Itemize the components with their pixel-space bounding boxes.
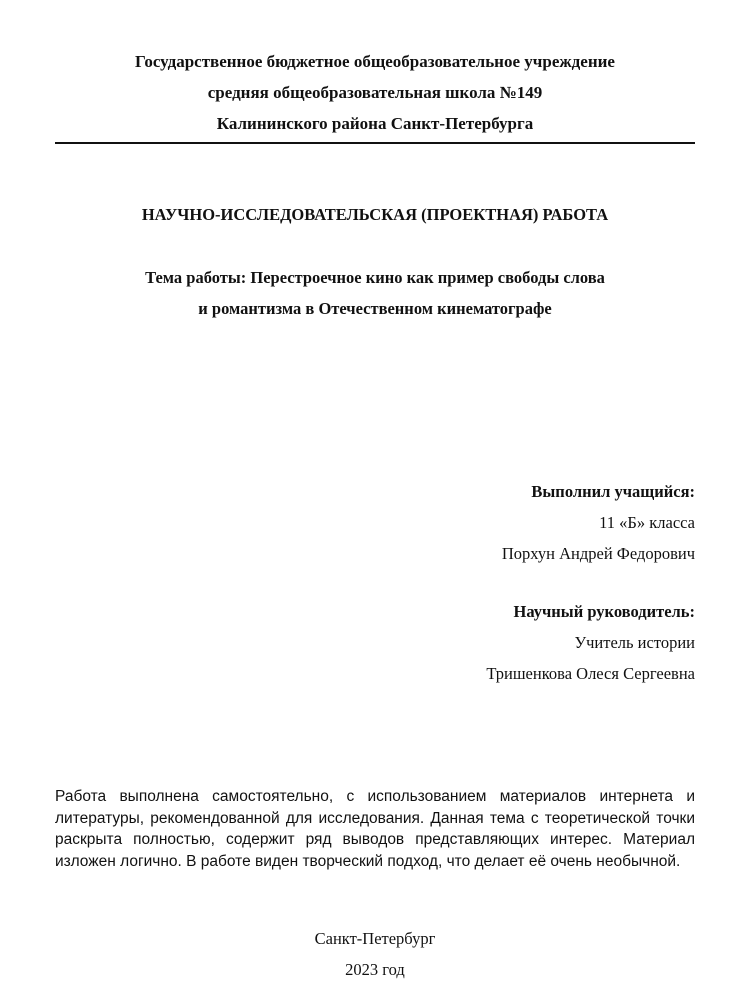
- topic-line-1: Тема работы: Перестроечное кино как пример свободы слова: [145, 268, 605, 287]
- review-paragraph: Работа выполнена самостоятельно, с использованием материалов интернета и литературы, рекомендованной для исследования. Данная тема с теоретической точки раскрыта полностью, содержит ряд выводов представляющих интерес. Материал изложен логично. В работе виден творческий подход, что делает её очень необычной.: [55, 788, 695, 870]
- header-line-1: Государственное бюджетное общеобразовательное учреждение: [135, 52, 615, 71]
- footer-year: 2023 год: [345, 960, 405, 979]
- student-class: 11 «Б» класса: [599, 513, 695, 532]
- student-heading: Выполнил учащийся:: [531, 482, 695, 501]
- header-divider: [55, 142, 695, 144]
- footer-city: Санкт-Петербург: [314, 929, 436, 948]
- topic-block: [55, 262, 695, 324]
- student-block: [295, 476, 695, 569]
- topic-line-2: и романтизма в Отечественном кинематографе: [198, 299, 552, 318]
- header-line-2: средняя общеобразовательная школа №149: [207, 83, 543, 102]
- student-name: Порхун Андрей Федорович: [501, 544, 695, 563]
- footer: [55, 923, 695, 985]
- supervisor-heading: Научный руководитель:: [513, 602, 695, 621]
- school-header: [55, 46, 695, 139]
- supervisor-position: Учитель истории: [574, 633, 695, 652]
- work-type-title: НАУЧНО-ИССЛЕДОВАТЕЛЬСКАЯ (ПРОЕКТНАЯ) РАБОТА: [141, 205, 609, 224]
- header-line-3: Калининского района Санкт-Петербурга: [216, 114, 534, 133]
- supervisor-block: [295, 596, 695, 689]
- supervisor-name: Тришенкова Олеся Сергеевна: [486, 664, 695, 683]
